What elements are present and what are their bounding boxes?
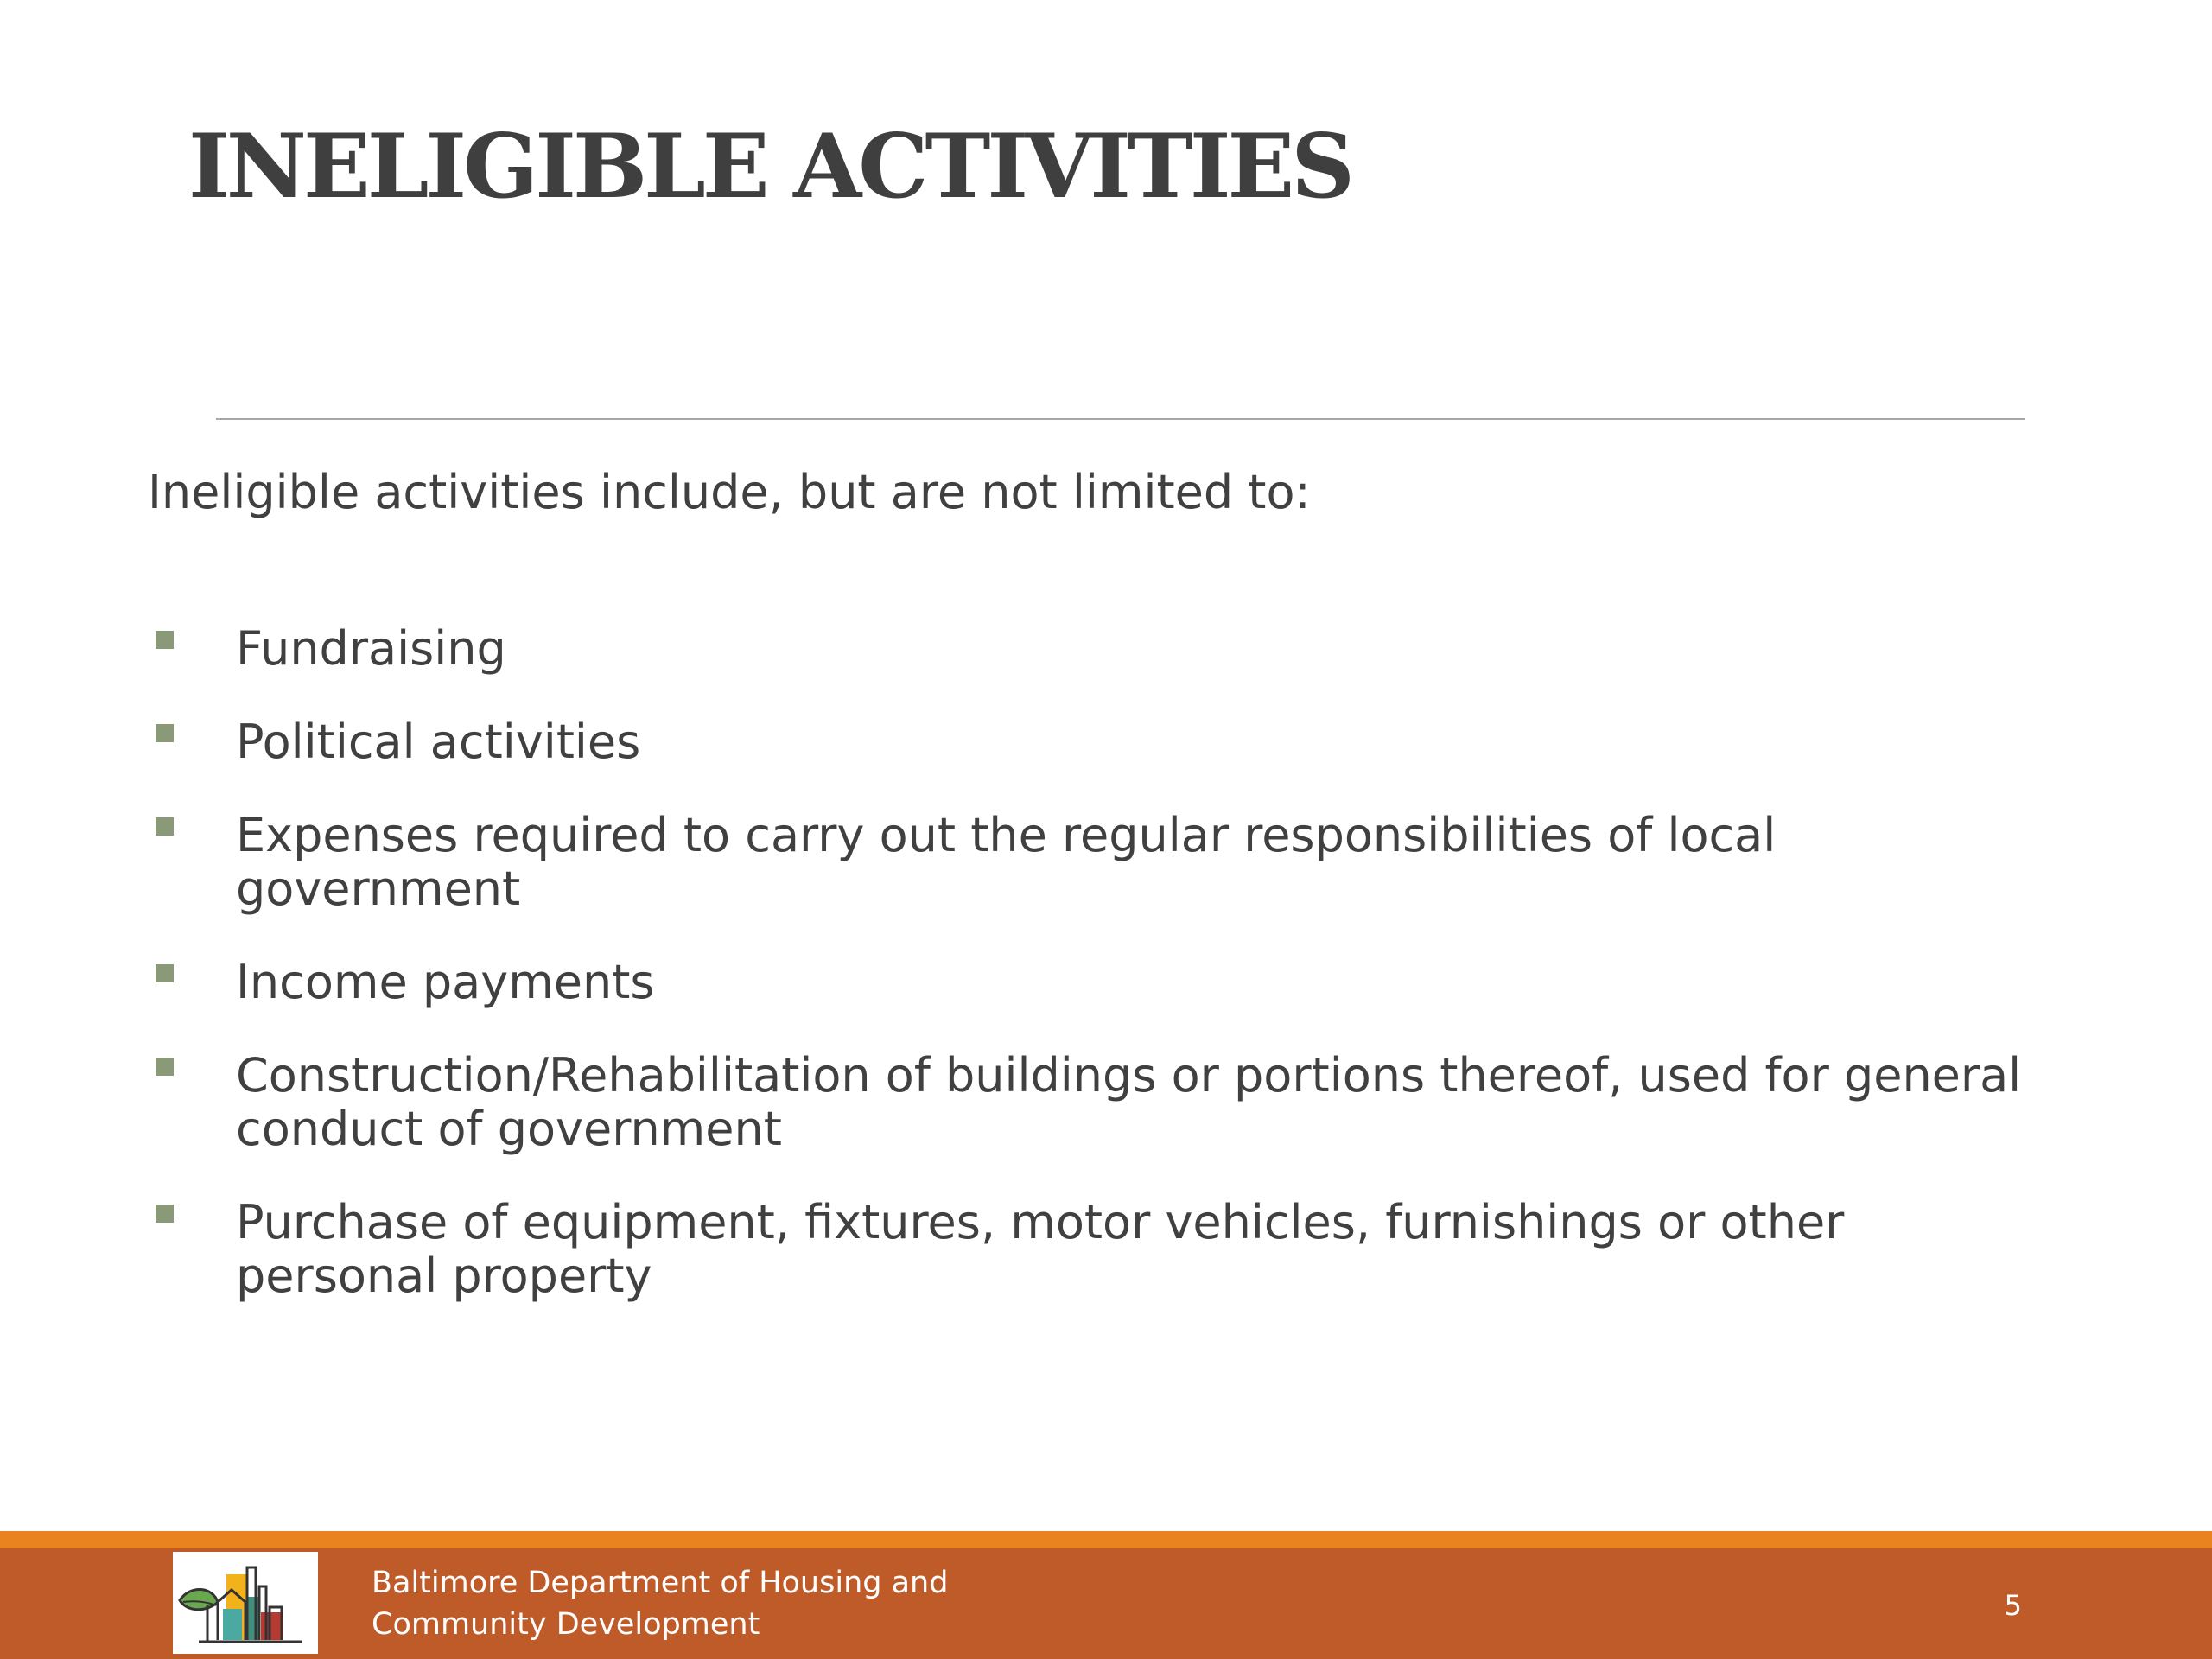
square-bullet-icon: [156, 964, 174, 982]
bullet-text: Fundraising: [236, 621, 506, 676]
square-bullet-icon: [156, 724, 174, 742]
footer-organization: [372, 1562, 976, 1645]
bullet-text: Expenses required to carry out the regular responsibilities of local government: [236, 808, 1777, 916]
list-item: [147, 956, 2031, 1009]
footer-org-line-1: Baltimore Department of Housing and: [372, 1566, 949, 1600]
bullet-text: Income payments: [236, 955, 655, 1009]
bullet-text: Construction/Rehabilitation of buildings or portions thereof, used for general conduct of government: [236, 1048, 2022, 1156]
slide-number: 5: [2004, 1589, 2022, 1622]
footer-org-line-2: Community Development: [372, 1607, 760, 1642]
housing-logo-icon: [173, 1552, 318, 1654]
footer-accent-stripe: [0, 1531, 2212, 1548]
bullet-text: Purchase of equipment, fixtures, motor vehicles, furnishings or other personal property: [236, 1195, 1845, 1303]
square-bullet-icon: [156, 1205, 174, 1223]
bullet-list: [147, 622, 2031, 1343]
square-bullet-icon: [156, 1058, 174, 1076]
footer-band: [0, 1548, 2212, 1659]
list-item: [147, 622, 2031, 676]
intro-text: Ineligible activities include, but are not limited to:: [148, 465, 1311, 519]
bullet-text: Political activities: [236, 715, 641, 769]
list-item: [147, 715, 2031, 769]
square-bullet-icon: [156, 631, 174, 649]
list-item: [147, 1196, 2031, 1303]
list-item: [147, 809, 2031, 916]
square-bullet-icon: [156, 817, 174, 836]
title-divider: [216, 418, 2025, 420]
list-item: [147, 1049, 2031, 1156]
slide-title: INELIGIBLE ACTIVITIES: [188, 115, 1351, 219]
